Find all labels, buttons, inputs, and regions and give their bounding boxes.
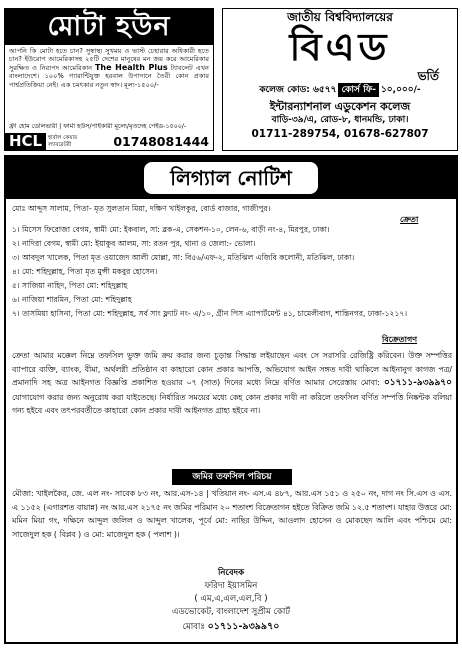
- seller-4: ৪। মো: শহিদুল্লাহ, পিতা মৃত মুন্সী মকবুর হোসেন।: [12, 267, 158, 276]
- ad-bed-fee: ১০,০০০/-: [380, 85, 421, 95]
- ad-bed-phones: 01711-289754, 01678-627807: [251, 128, 429, 140]
- buyer-label: ক্রেতা: [400, 215, 419, 224]
- signatory-name: ফরিদা ইয়াসমিন: [204, 581, 258, 591]
- signatory-degree: ( এম,এ,এল,এল,বি ): [194, 594, 268, 604]
- ad-mota-footer: [5, 133, 213, 150]
- ad-bed-title: বিএড: [289, 25, 391, 69]
- ad-mota-text: আপনি কি মোটা হতে চান? সুস্বাস্থ্য সুখময় ও ভাস্ট চেহারার অধিকারী হতে চান? ইউরোপ আমেরিকাসহ ২৫টি দেশের মানুষের মন জয় করে আমেরিকার সুরক্ষিত ও নিরাপদ আমেরিকান: [9, 47, 209, 72]
- ad-mota: [4, 8, 214, 151]
- ad-mota-text2: ট্যাবলেট এখন বাংলাদেশে। ১০০% গ্যারান্টিযুক্ত হরবাল উপাদানে তৈরী কোন প্রকার পার্শ্বপ্রতিক্রিয়া নেই। এক চমৎকার নতুন স্বাদ। মূল্য-১৫০০/-: [9, 63, 209, 89]
- ad-bed-fee-label: কোর্স ফি-: [338, 83, 379, 97]
- ad-mota-address: ফ্রী হোম ডেলিভারী | ফার্মা হউস/পাইকারী মূল্যে/মৃতদেহ পেইড-১৫০০/-: [9, 123, 187, 130]
- seller-3: ৩। আবদুল খালেক, পিতা মৃত ওয়াজেদ আলী মোল্লা, সা: বি৫৬/এফ-২, মতিঝিল এজিবি কলোনী, মতিঝিল, ঢাকা।: [12, 253, 355, 262]
- top-strip: [0, 0, 462, 6]
- ad-mota-body: [5, 45, 213, 123]
- signatory-designation: এডভোকেট, বাংলাদেশ সুপ্রীম কোর্ট: [172, 607, 290, 617]
- mobile-label: মোবাঃ: [182, 622, 205, 632]
- notice-title-bar: [6, 157, 456, 199]
- seller-2: ২। নাদিরা বেগম, স্বামী মো: ইয়াকুব আলম, সা: রতন পুর, থানা ও জেলা:- ভোলা।: [12, 239, 256, 248]
- seller-5: ৫। সাজিয়া নাহিদ, পিতা মো: শহিদুল্লাহ: [12, 281, 128, 290]
- seller-1: ১। মিসেস ফিরোজা বেগম, স্বামী মো: ইকবাল, সা: ব্লক-এ, সেকশন-১০, লেন-৬, বাড়ী নং-৪, মিরপুর, ঢাকা।: [12, 225, 330, 234]
- ad-bed-address: বাড়ি-৩৯/এ, রোড-৮, ধানমন্ডি, ঢাকা।: [271, 115, 409, 125]
- legal-notice: [4, 155, 458, 644]
- signature-label: নিবেদক: [217, 568, 245, 578]
- ad-bed-university: জাতীয় বিশ্ববিদ্যালয়ের: [287, 10, 393, 24]
- notice-title: লিগ্যাল নোটিশ: [144, 162, 318, 194]
- hcl-logo-subtitle: হার্বাল কেয়ার ল্যাবরেটরী: [48, 134, 78, 148]
- buyer-line: মোঃ আব্দুস সালাম, পিতা- মৃত সুলতান মিয়া, দক্ষিণ খাইলকুর, বোর্ড বাজার, গাজীপুর।: [12, 204, 271, 213]
- ad-bed-code: কলেজ কোড: ৬৫৭৭: [259, 85, 337, 95]
- ad-bed-info: [223, 83, 457, 97]
- ad-bed: [222, 8, 458, 151]
- ad-mota-phone: 01748081444: [113, 134, 209, 149]
- seller-7: ৭। তাসমিয়া হাসিনা, পিতা মো: শহিদুল্লাহ, সর্ব সাং ফ্ল্যাট নং- এ/১০, গ্রীন পিস এ্যাপার্টমেন্ট ৪১, চামেলীবাগ, শান্তিনগর, ঢাকা-১২১৭।: [12, 309, 408, 318]
- notice-body-end: যোগাযোগ করার জন্য অনুরোধ করা যাইতেছে। নির্ধারিত সময়ের মধ্যে কেহ কোন প্রকার দাবী না করিলে তফসিল বর্ণিত সম্পত্তি নিষ্কন্টক বলিয়া গন্য হইবে এবং তৎপরবর্তীতে কাহারো কোন প্রকার দাবী আইনগত গ্রাহ্য হইবে না।: [12, 392, 452, 416]
- land-schedule-title: জমির তফসিল পরিচয়: [172, 469, 292, 485]
- notice-body: ক্রেতা আমার মক্কেল নিম্নে তফসিল ভুক্ত জমি ক্রয় করার জন্য চূড়ান্ত সিদ্ধান্ত লইয়াছেন এবং সে সরাসরি রেজিষ্ট্রি করিবেন। উক্ত সম্পত্তির ব্যাপারে ব্যক্তি, ব্যাংক, বীমা, অর্থলগ্নী প্রতিষ্ঠান বা কাহারো কোন প্রকার আপত্তি, অভিযোগ আইন সঙ্গত দাবী থাকিলে আইনানুগ কাগজ পত্র/প্রমানাদি সহ অত্র আইনগত বিজ্ঞপ্তি প্রকাশিত হওয়ার ০৭ (সাত) দিনের মধ্যে নিম্নে বর্ণিত আমার সেরেস্তায় মোবা:: [12, 351, 452, 388]
- mobile-number: ০১৭১১-৯৩৯৯৭০: [207, 621, 280, 632]
- ad-bed-college: ইন্টারন্যাশনাল এডুকেশন কলেজ: [269, 100, 411, 113]
- ad-mota-title: মোটা হউন: [5, 9, 213, 45]
- notice-phone: ০১৭১১-৯৩৯৯৭০: [383, 378, 452, 389]
- hcl-logo: HCL: [5, 133, 46, 150]
- seller-6: ৬। নাজিয়া শারমিন, পিতা মো: শহিদুল্লাহ: [12, 295, 132, 304]
- land-schedule-text: মৌজা: খাইলকৈর, জে. এল নং- সাবেক ৮৩ নং, আর.এস-১৪ | খতিয়ান নং- এস.এ ৪৮৭, আর.এস ১৫১ ও ২৫০ নং, দাগ নং সি.এস ও এস. এ ১১৫২ (এগারশত বায়ান্ন) নং আর.এস ২১৭৫ নং জমির পরিমান ২০ শতাংশ বিক্রেতাগন হইতে বিক্রিত জমি ১২.৫ শতাংশ। যাহার উত্তরে মো: মমিন মিয়া গং, দক্ষিনে আব্দুল জলিল ও আব্দুল খালেক, পূর্বে মো: নাছির উদ্দিন, আওলাদ হোসেন ও মোকছেদ আলি এবং পশ্চিমে মো: সাজেদুল হক ( বিপ্লব ) ও মো: মাজেদুল হক ( পলাশ )।: [12, 489, 452, 539]
- notice-paragraph: [12, 349, 452, 467]
- signatory-mobile: [6, 620, 456, 634]
- ad-mota-brand: The Health Plus: [94, 62, 168, 72]
- ad-bed-admission: ভর্তি: [417, 69, 439, 83]
- seller-label: বিক্রেতাগণ: [382, 335, 418, 344]
